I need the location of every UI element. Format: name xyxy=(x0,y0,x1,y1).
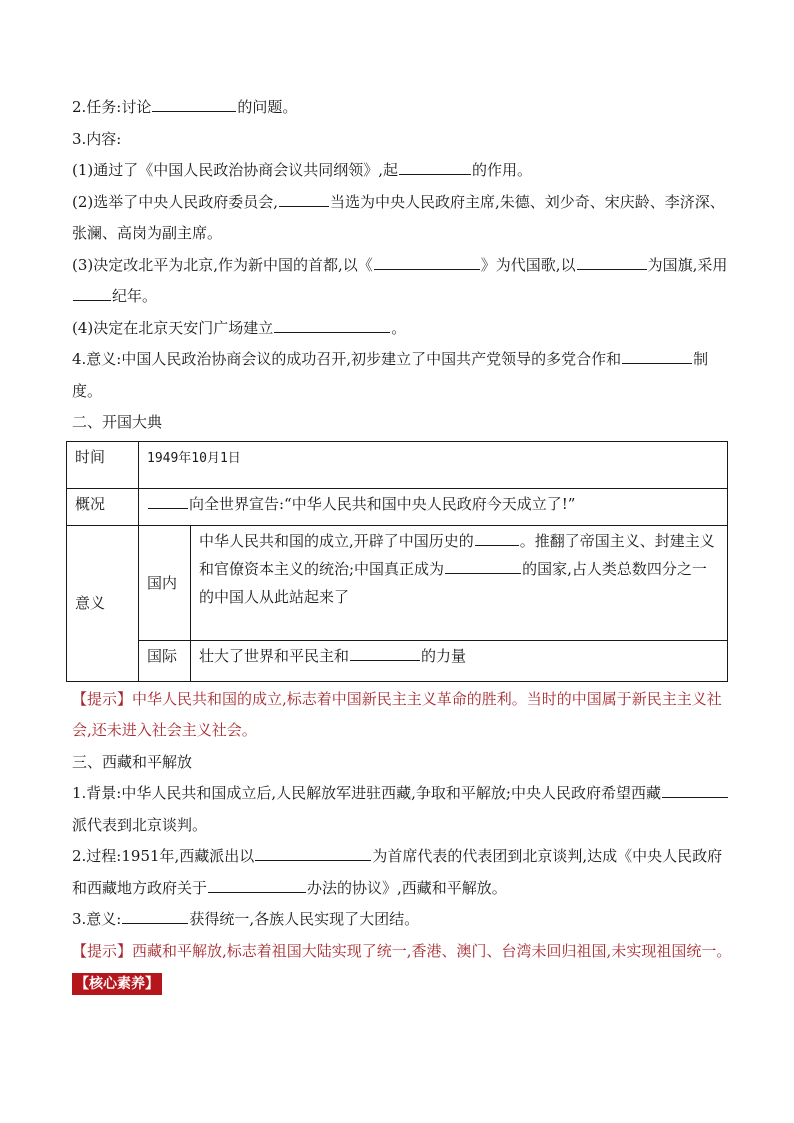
significance-1-end: 制度。 xyxy=(72,350,709,400)
content-item-4-end: 。 xyxy=(391,318,407,337)
significance-1 xyxy=(72,344,732,407)
content-heading: 3.内容: xyxy=(72,129,122,148)
overview-label: 概况 xyxy=(67,488,139,525)
time-label: 时间 xyxy=(67,441,139,488)
overview-value xyxy=(139,488,728,525)
table-row xyxy=(67,525,728,640)
content-item-2 xyxy=(72,187,732,250)
tibet-background-end: 派代表到北京谈判。 xyxy=(72,815,208,834)
hint-text: 中华人民共和国的成立,标志着中国新民主主义革命的胜利。当时的中国属于新民主主义社会,还未进入社会主义社会。 xyxy=(72,689,722,739)
task-line xyxy=(72,92,732,124)
content-item-1 xyxy=(72,155,732,187)
content-item-2-text: (2)选举了中央人民政府委员会, xyxy=(72,192,279,211)
table-row xyxy=(67,488,728,525)
tibet-process-end: 办法的协议》,西藏和平解放。 xyxy=(307,878,507,897)
task-text: 2.任务:讨论 xyxy=(72,98,152,116)
content-item-3-end: 纪年。 xyxy=(112,287,158,305)
table-row xyxy=(67,441,728,488)
tibet-process-text: 2.过程:1951年,西藏派出以 xyxy=(72,847,255,865)
tibet-process xyxy=(72,841,732,904)
blank-chairman[interactable] xyxy=(279,191,329,207)
blank-mainland[interactable] xyxy=(122,908,188,924)
blank-announcer[interactable] xyxy=(148,493,188,509)
tibet-background-text: 1.背景:中华人民共和国成立后,人民解放军进驻西藏,争取和平解放;中央人民政府希望西藏 xyxy=(72,784,661,802)
blank-calendar[interactable] xyxy=(73,285,111,301)
blank-socialism[interactable] xyxy=(350,645,420,661)
meaning-label: 意义 xyxy=(67,525,139,681)
blank-system[interactable] xyxy=(622,348,692,364)
tibet-significance-text: 3.意义: xyxy=(72,910,122,928)
blank-task[interactable] xyxy=(152,96,236,112)
blank-new-era[interactable] xyxy=(475,530,519,546)
table-row xyxy=(67,640,728,681)
content-item-3-text: (3)决定改北平为北京,作为新中国的首都,以《 xyxy=(72,255,373,274)
tibet-background xyxy=(72,778,732,841)
blank-role[interactable] xyxy=(399,159,471,175)
section-heading-founding: 二、开国大典 xyxy=(72,413,163,431)
tibet-significance xyxy=(72,904,732,936)
hint-tag: 【提示】 xyxy=(72,941,133,960)
document-page xyxy=(72,92,732,1000)
content-item-3-mid2: 为国旗,采用 xyxy=(647,255,728,274)
content-item-1-end: 的作用。 xyxy=(472,161,533,179)
blank-flag[interactable] xyxy=(577,254,647,270)
significance-1-text: 4.意义:中国人民政治协商会议的成功召开,初步建立了中国共产党领导的多党合作和 xyxy=(72,350,622,368)
time-value xyxy=(139,441,728,488)
hint-tibet xyxy=(72,936,732,968)
international-value xyxy=(191,640,728,681)
core-literacy-tag: 【核心素养】 xyxy=(72,973,162,995)
content-item-3 xyxy=(72,250,732,313)
domestic-label: 国内 xyxy=(139,525,191,640)
content-item-1-text: (1)通过了《中国人民政治协商会议共同纲领》,起 xyxy=(72,161,399,179)
content-item-4-text: (4)决定在北京天安门广场建立 xyxy=(72,318,274,337)
blank-delegate[interactable] xyxy=(255,845,371,861)
time-value-text: 1949年10月1日 xyxy=(147,450,241,466)
tibet-process-mid: 为首席代表的代表团到北京谈判,达成《中央人民政府和西藏地方政府关于 xyxy=(72,847,723,897)
hint-tag: 【提示】 xyxy=(72,689,133,708)
domestic-text-a: 中华人民共和国的成立,开辟了中国历史的 xyxy=(199,531,474,550)
blank-liberation[interactable] xyxy=(208,877,306,893)
task-text-end: 的问题。 xyxy=(237,98,298,116)
section-heading-tibet: 三、西藏和平解放 xyxy=(72,752,193,771)
domestic-text-b: 。推翻了帝国主义、封建主义和官僚资本主义的统治;中国真正成为 xyxy=(199,531,715,578)
core-literacy-section xyxy=(72,967,732,1000)
content-item-3-mid: 》为代国歌,以 xyxy=(480,255,576,274)
international-text-a: 壮大了世界和平民主和 xyxy=(199,646,350,665)
tibet-significance-end: 获得统一,各族人民实现了大团结。 xyxy=(189,910,420,928)
founding-table xyxy=(66,441,728,682)
domestic-text-c: 的国家,占人类总数四分之一的中国人从此站起来了 xyxy=(199,559,707,606)
blank-anthem[interactable] xyxy=(374,254,480,270)
blank-monument[interactable] xyxy=(274,317,390,333)
international-label: 国际 xyxy=(139,640,191,681)
blank-independent[interactable] xyxy=(445,558,521,574)
hint-text: 西藏和平解放,标志着祖国大陆实现了统一,香港、澳门、台湾未回归祖国,未实现祖国统一。 xyxy=(132,941,732,960)
blank-tibet-local[interactable] xyxy=(662,782,728,798)
domestic-value xyxy=(191,525,728,640)
international-text-b: 的力量 xyxy=(421,646,467,665)
content-item-2-end: 当选为中央人民政府主席,朱德、刘少奇、宋庆龄、李济深、张澜、高岗为副主席。 xyxy=(72,192,725,242)
hint-founding xyxy=(72,684,732,747)
content-item-4 xyxy=(72,313,732,345)
overview-text: 向全世界宣告:“中华人民共和国中央人民政府今天成立了!” xyxy=(189,494,576,513)
